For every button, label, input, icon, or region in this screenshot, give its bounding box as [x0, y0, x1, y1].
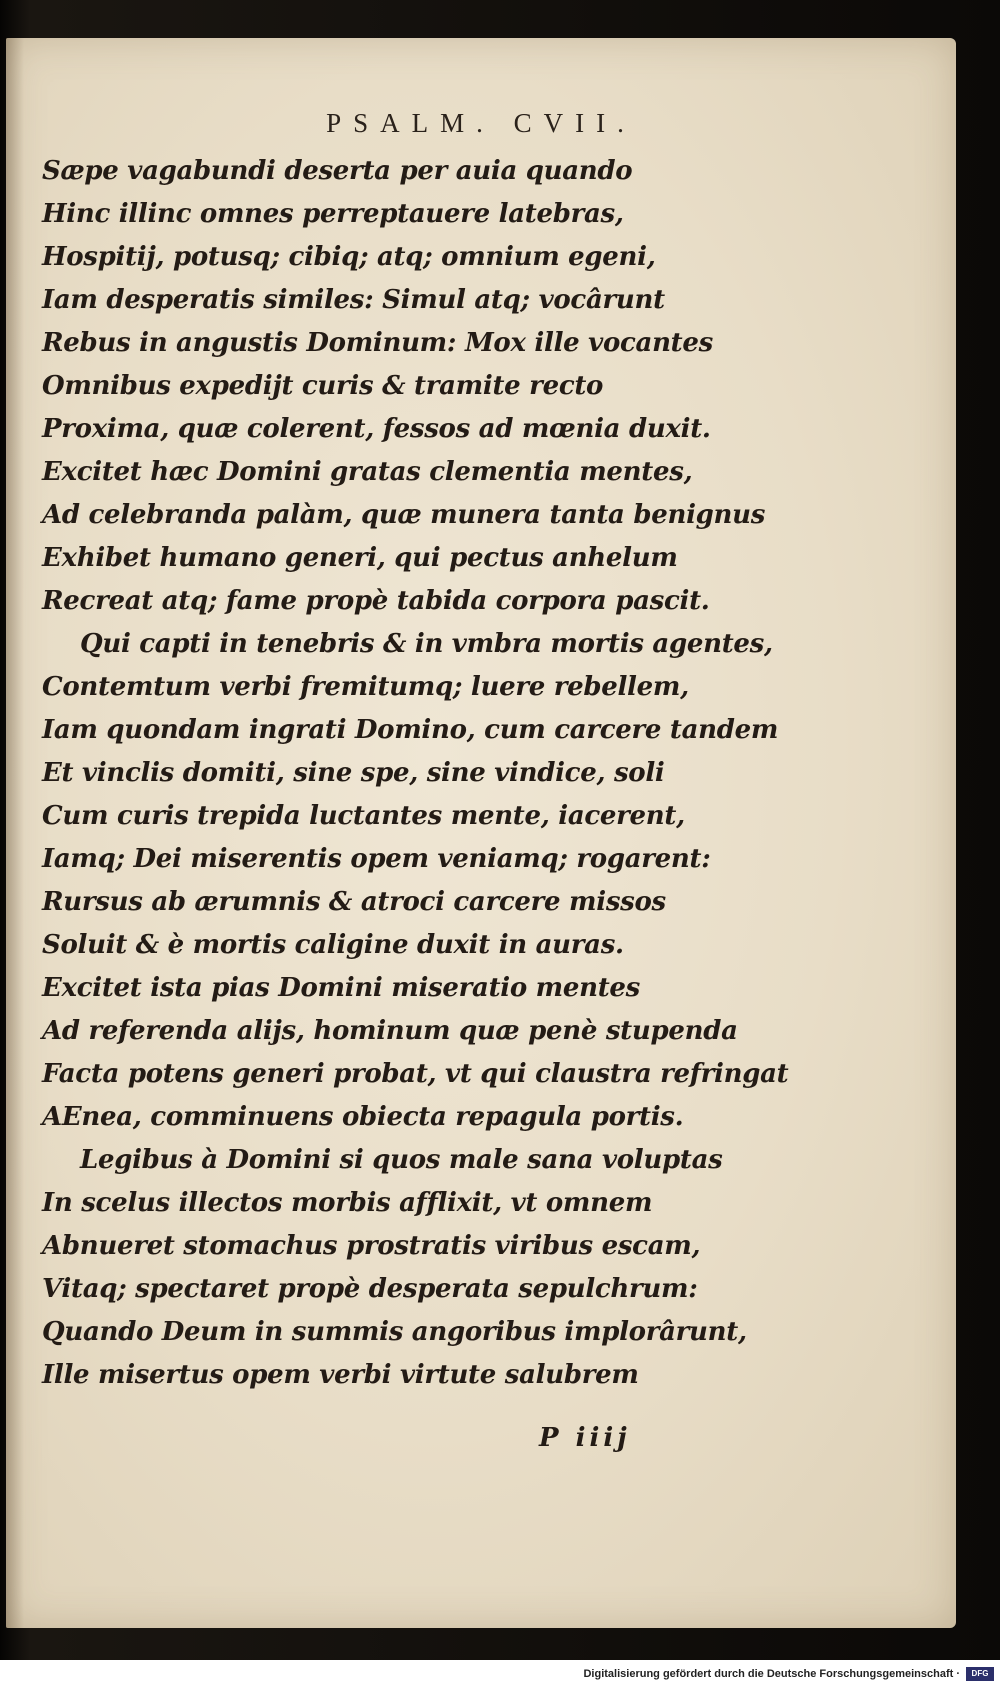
verse-line: AEnea, comminuens obiecta repagula portis. — [42, 1102, 684, 1132]
running-head: PSALM. CVII. — [326, 108, 636, 138]
verse-line: Exhibet humano generi, qui pectus anhelum — [42, 543, 678, 573]
verse-line: Rursus ab ærumnis & atroci carcere missos — [42, 887, 666, 917]
verse-line: Cum curis trepida luctantes mente, iacerent, — [42, 801, 685, 831]
verse-line: Ad referenda alijs, hominum quæ penè stupenda — [42, 1016, 738, 1046]
verse-line: Ad celebranda palàm, quæ munera tanta benignus — [42, 500, 766, 530]
verse-line: Soluit & è mortis caligine duxit in auras. — [42, 930, 624, 960]
verse-line: Facta potens generi probat, vt qui claustra refringat — [42, 1059, 789, 1089]
verse-line: Iamq; Dei miserentis opem veniamq; rogarent: — [42, 844, 711, 874]
verse-line: Hospitij, potusq; cibiq; atq; omnium egeni, — [42, 242, 656, 272]
verse-line: Excitet ista pias Domini miseratio mentes — [42, 973, 641, 1003]
verse-line: Sæpe vagabundi deserta per auia quando — [42, 156, 633, 186]
verse-line: Iam quondam ingrati Domino, cum carcere tandem — [42, 715, 779, 745]
verse-line: Recreat atq; fame propè tabida corpora pascit. — [42, 586, 710, 616]
verse-line: Et vinclis domiti, sine spe, sine vindice, soli — [42, 758, 665, 788]
verse-line: Rebus in angustis Dominum: Mox ille vocantes — [42, 328, 713, 358]
verse-line: Contemtum verbi fremitumq; luere rebellem, — [42, 672, 689, 702]
verse-line: Abnueret stomachus prostratis viribus escam, — [42, 1231, 701, 1261]
verse-text — [42, 150, 922, 1397]
page-gutter-shadow — [6, 38, 24, 1628]
verse-line: Legibus à Domini si quos male sana voluptas — [80, 1145, 723, 1175]
dfg-logo: DFG — [966, 1667, 994, 1681]
verse-line: Iam desperatis similes: Simul atq; vocârunt — [42, 285, 665, 315]
verse-line: Quando Deum in summis angoribus implorârunt, — [42, 1317, 747, 1347]
verse-line: Excitet hæc Domini gratas clementia mentes, — [42, 457, 693, 487]
verse-line: Ille misertus opem verbi virtute salubrem — [42, 1360, 639, 1390]
verse-line: In scelus illectos morbis afflixit, vt omnem — [42, 1188, 653, 1218]
verse-line: Vitaq; spectaret propè desperata sepulchrum: — [42, 1274, 698, 1304]
verse-line: Proxima, quæ colerent, fessos ad mœnia duxit. — [42, 414, 711, 444]
book-page — [6, 38, 956, 1628]
verse-line: Omnibus expedijt curis & tramite recto — [42, 371, 604, 401]
verse-line: Qui capti in tenebris & in vmbra mortis agentes, — [80, 629, 773, 659]
digitization-credit: Digitalisierung gefördert durch die Deutsche Forschungsgemeinschaft · — [583, 1668, 960, 1680]
verse-line: Hinc illinc omnes perreptauere latebras, — [42, 199, 624, 229]
catchword-signature: P iiij — [539, 1423, 631, 1453]
